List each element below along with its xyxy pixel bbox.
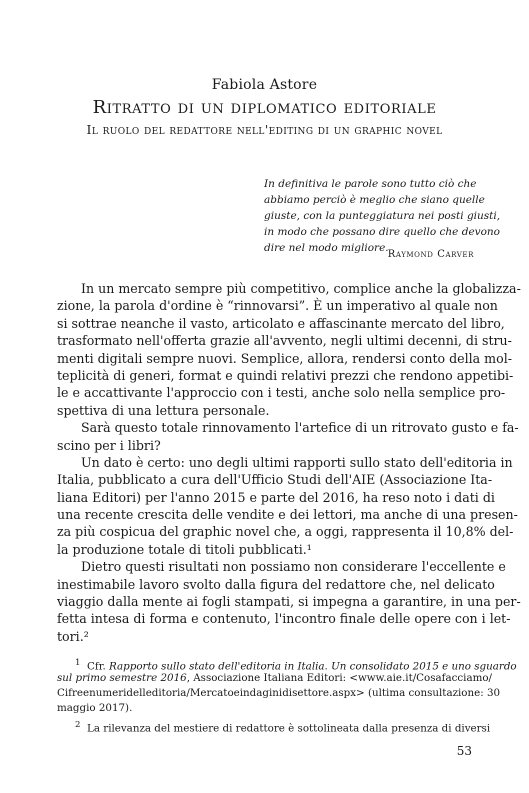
footnote-1-line [57,656,517,673]
footnote-1-line: maggio 2017). [57,702,133,714]
footnote-marker: 2 [75,720,81,730]
body-line: Sarà questo totale rinnovamento l'artefice di un ritrovato gusto e fa- [81,420,519,436]
body-line: liana Editori) per l'anno 2015 e parte del 2016, ha reso noto i dati di [57,489,495,505]
footnote-source-title: Rapporto sullo stato dell'editoria in Italia. Un consolidato 2015 e uno sguardo [109,660,517,673]
footnote-1-line: Cifreenumeridelleditoria/Mercatoeindaginidisettore.aspx> (ultima consultazione: 30 [57,687,501,699]
body-line: menti digitali sempre nuovi. Semplice, allora, rendersi conto della mol- [57,350,512,366]
body-line: la produzione totale di titoli pubblicati.¹ [57,541,312,557]
body-line: le e accattivante l'approccio con i testi, anche solo nella semplice pro- [57,385,506,401]
epigraph-quote [264,176,501,256]
chapter-title: Ritratto di un diplomatico editoriale [92,97,437,118]
body-line: una recente crescita delle vendite e dei lettori, ma anche di una presen- [57,507,518,523]
chapter-subtitle: Il ruolo del redattore nell'editing di un graphic novel [86,122,443,137]
epigraph-line: dire nel modo migliore. [264,242,389,254]
body-line: trasformato nell'offerta grazie all'avvento, negli ultimi decenni, di stru- [57,333,512,349]
body-text [57,280,521,645]
body-line: viaggio dalla mente ai fogli stampati, si impegna a garantire, in una per- [57,594,521,610]
page-number: 53 [456,744,472,758]
body-line: Dietro questi risultati non possiamo non considerare l'eccellente e [81,559,506,575]
footnote-text: , Associazione Italiana Editori: <www.aie.it/Cosafacciamo/ [186,672,493,684]
footnotes [57,656,517,735]
body-line: si sottrae neanche il vasto, articolato e affascinante mercato del libro, [57,315,505,331]
footnote-source-title: sul primo semestre 2016 [57,672,187,684]
epigraph-line: In definitiva le parole sono tutto ciò che [264,178,477,190]
body-line: Un dato è certo: uno degli ultimi rapporti sullo stato dell'editoria in [81,454,513,470]
body-line: inestimabile lavoro svolto dalla figura del redattore che, nel delicato [57,576,495,592]
epigraph-attribution: Raymond Carver [387,249,474,260]
body-line: scino per i libri? [57,437,161,453]
body-line: zione, la parola d'ordine è “rinnovarsi”. È un imperativo al quale non [57,298,498,314]
footnote-marker: 1 [75,658,81,668]
epigraph-line: in modo che possano dire quello che devono [264,226,501,238]
body-line: fetta intesa di forma e contenuto, l'incontro finale delle opere con i let- [57,611,511,627]
body-line: spettiva di una lettura personale. [57,402,270,418]
body-line: teplicità di generi, format e quindi relativi prezzi che rendono appetibi- [57,367,514,383]
body-line: za più cospicua del graphic novel che, a oggi, rappresenta il 10,8% del- [57,524,514,540]
epigraph-line: abbiamo perciò è meglio che siano quelle [264,194,485,206]
body-line: Italia, pubblicato a cura dell'Ufficio Studi dell'AIE (Associazione Ita- [57,472,493,488]
author-name: Fabiola Astore [211,77,318,93]
footnote-text: Cfr. [87,660,110,673]
body-line: In un mercato sempre più competitivo, complice anche la globalizza- [81,281,521,296]
epigraph-line: giuste, con la punteggiatura nei posti giusti, [264,210,501,222]
footnote-1-line [57,671,493,686]
footnote-text: La rilevanza del mestiere di redattore è sottolineata dalla presenza di diversi [87,722,491,735]
body-line: tori.² [57,628,89,644]
footnote-2-line [57,718,491,735]
